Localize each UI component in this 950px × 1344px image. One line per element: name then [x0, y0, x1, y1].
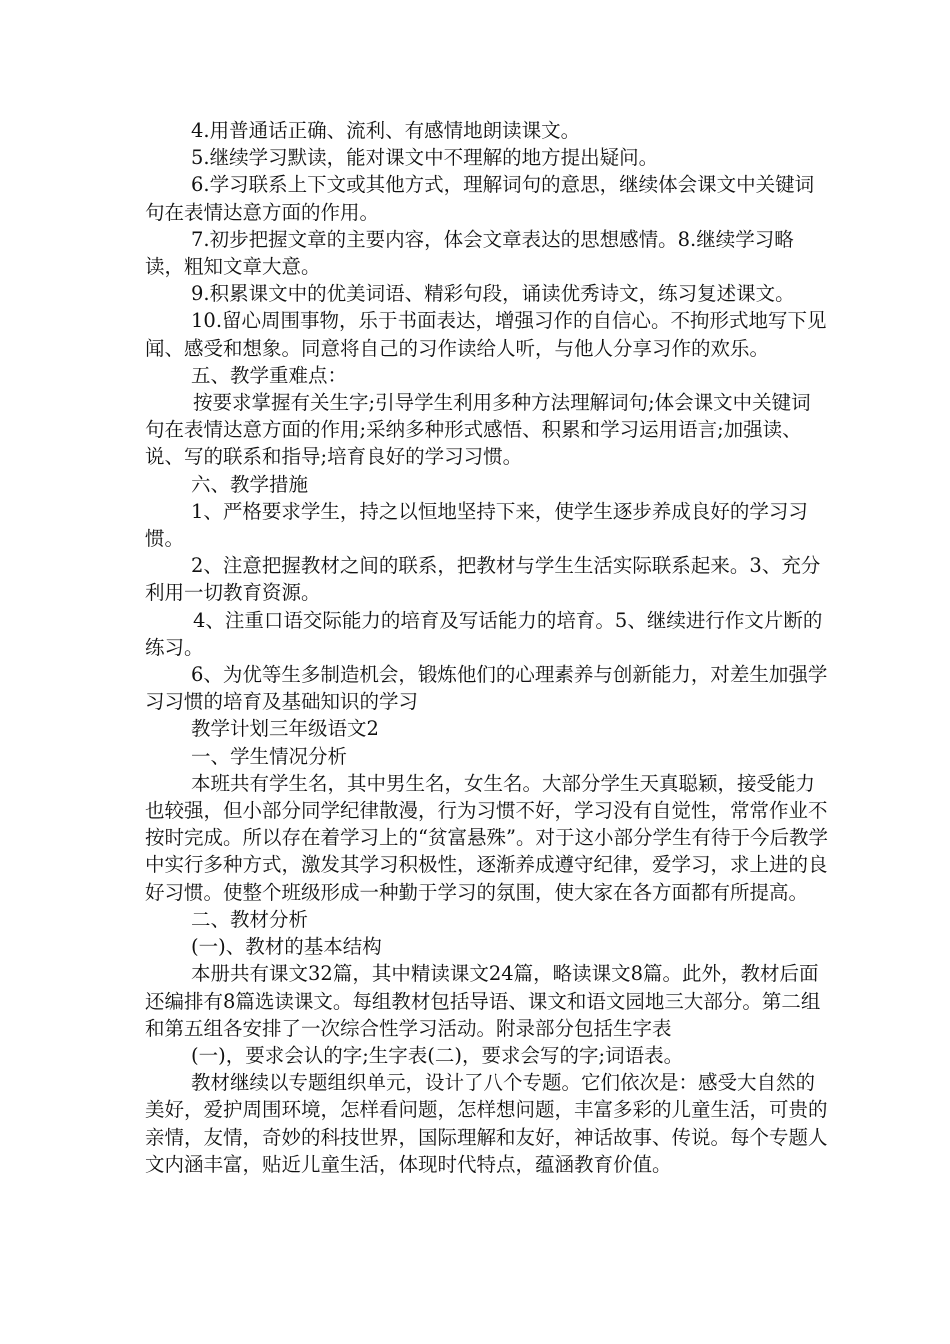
paragraph: 按要求掌握有关生字;引导学生利用多种方法理解词句;体会课文中关键词句在表情达意方面的作用;采纳多种形式感悟、积累和学习运用语言;加强读、说、写的联系和指导;培育良好的学习习惯。 — [145, 391, 811, 469]
paragraph: 教材继续以专题组织单元，设计了八个专题。它们依次是：感受大自然的美好，爱护周围环境，怎样看问题，怎样想问题，丰富多彩的儿童生活，可贵的亲情，友情，奇妙的科技世界，国际理解和友好，神话故事、传说。每个专题人文内涵丰富，贴近儿童生活，体现时代特点，蕴涵教育价值。 — [145, 1071, 828, 1176]
paragraph: 6.学习联系上下文或其他方式，理解词句的意思，继续体会课文中关键词句在表情达意方面的作用。 — [145, 173, 815, 224]
paragraph: 9.积累课文中的优美词语、精彩句段，诵读优秀诗文，练习复述课文。 — [191, 282, 795, 306]
section-heading: 一、学生情况分析 — [191, 744, 348, 768]
section-heading: 二、教材分析 — [191, 907, 309, 931]
document-title: 教学计划三年级语文2 — [191, 717, 379, 741]
section-heading: 六、教学措施 — [191, 472, 309, 496]
paragraph: 本册共有课文32篇，其中精读课文24篇，略读课文8篇。此外，教材后面还编排有8篇选读课文。每组教材包括导语、课文和语文园地三大部分。第二组和第五组各安排了一次综合性学习活动。附录部分包括生字表 — [145, 962, 821, 1040]
paragraph: 6、为优等生多制造机会，锻炼他们的心理素养与创新能力，对差生加强学习习惯的培育及基础知识的学习 — [145, 663, 828, 714]
paragraph: 2、注意把握教材之间的联系，把教材与学生生活实际联系起来。3、充分利用一切教育资源。 — [145, 554, 821, 605]
paragraph: 4、注重口语交际能力的培育及写话能力的培育。5、继续进行作文片断的练习。 — [145, 608, 823, 659]
paragraph: 7.初步把握文章的主要内容，体会文章表达的思想感情。8.继续学习略读，粗知文章大意。 — [145, 227, 794, 279]
subsection-heading: (一)、教材的基本结构 — [191, 935, 382, 959]
paragraph: 10.留心周围事物，乐于书面表达，增强习作的自信心。不拘形式地写下见闻、感受和想象。同意将自己的习作读给人听，与他人分享习作的欢乐。 — [145, 309, 827, 360]
paragraph: 4.用普通话正确、流利、有感情地朗读课文。 — [191, 119, 581, 142]
paragraph: 1、严格要求学生，持之以恒地坚持下来，使学生逐步养成良好的学习习惯。 — [145, 499, 808, 551]
paragraph: (一)，要求会认的字;生字表(二)，要求会写的字;词语表。 — [191, 1043, 684, 1067]
document-body — [145, 117, 830, 1178]
paragraph: 本班共有学生名，其中男生名，女生名。大部分学生天真聪颖，接受能力也较强，但小部分同学纪律散漫，行为习惯不好，学习没有自觉性，常常作业不按时完成。所以存在着学习上的“贫富悬殊”。对于这小部分学生有待于今后教学中实行多种方式，激发其学习积极性，逐渐养成遵守纪律，爱学习，求上进的良好习惯。使整个班级形成一种勤于学习的氛围，使大家在各方面都有所提高。 — [145, 771, 828, 904]
paragraph: 5.继续学习默读，能对课文中不理解的地方提出疑问。 — [191, 146, 659, 170]
section-heading: 五、教学重难点： — [191, 363, 348, 387]
